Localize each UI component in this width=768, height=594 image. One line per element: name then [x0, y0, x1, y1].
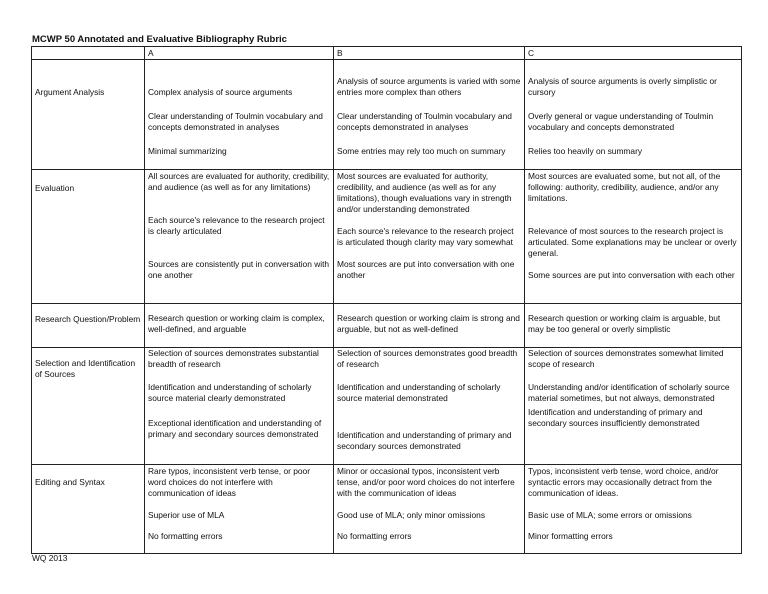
- criterion-text: Clear understanding of Toulmin vocabulary and concepts demonstrated in analyses: [148, 111, 323, 132]
- criterion-text: Selection of sources demonstrates somewhat limited scope of research: [528, 348, 724, 369]
- cell-c: [525, 60, 742, 170]
- criterion-text: Sources are consistently put in conversation with one another: [148, 259, 330, 280]
- criterion-text: Each source's relevance to the research project is articulated though clarity may vary somewhat: [337, 226, 514, 247]
- document-title: MCWP 50 Annotated and Evaluative Bibliography Rubric: [32, 34, 287, 45]
- cell-c: [525, 348, 742, 465]
- criterion-text: Analysis of source arguments is overly simplistic or cursory: [528, 76, 717, 97]
- criterion-text: Research question or working claim is complex, well-defined, and arguable: [148, 313, 325, 334]
- column-header-c: C: [525, 47, 742, 60]
- criterion-text: Some entries may rely too much on summary: [337, 146, 506, 156]
- criterion-text: Minor or occasional typos, inconsistent verb tense, and/or poor word choices do not interfere with the communication of ideas: [337, 466, 515, 498]
- criterion-text: Relevance of most sources to the research project is articulated. Some explanations may be unclear or overly general.: [528, 226, 737, 258]
- criterion-text: Some sources are put into conversation with each other: [528, 270, 735, 280]
- rubric-table: [31, 46, 742, 554]
- header-empty-cell: [32, 47, 145, 60]
- criterion-text: Research question or working claim is strong and arguable, but not as well-defined: [337, 313, 520, 334]
- cell-c: [525, 170, 742, 304]
- criterion-text: Overly general or vague understanding of Toulmin vocabulary and concepts demonstrated: [528, 111, 714, 132]
- criterion-text: Identification and understanding of scholarly source material clearly demonstrated: [148, 382, 312, 403]
- criterion-text: All sources are evaluated for authority, credibility, and audience (as well as for any limitations): [148, 171, 330, 192]
- row-label-selection-identification: Selection and Identification of Sources: [32, 348, 145, 465]
- cell-b: [334, 170, 525, 304]
- cell-b: [334, 60, 525, 170]
- cell-a: [145, 465, 334, 554]
- row-label-research-question: Research Question/Problem: [32, 304, 145, 348]
- criterion-text: Minor formatting errors: [528, 531, 613, 541]
- criterion-text: Analysis of source arguments is varied with some entries more complex than others: [337, 76, 521, 97]
- criterion-text: Typos, inconsistent verb tense, word choice, and/or syntactic errors may occasionally detract from the communication of ideas.: [528, 466, 719, 498]
- criterion-text: Selection of sources demonstrates good breadth of research: [337, 348, 518, 369]
- cell-a: [145, 170, 334, 304]
- criterion-text: Each source's relevance to the research project is clearly articulated: [148, 215, 325, 236]
- criterion-text: No formatting errors: [148, 531, 223, 541]
- table-row: [32, 304, 742, 348]
- criterion-text: Relies too heavily on summary: [528, 146, 643, 156]
- criterion-text: Understanding and/or identification of scholarly source material sometimes, but not always, demonstrated: [528, 382, 730, 403]
- cell-a: [145, 304, 334, 348]
- criterion-text: Superior use of MLA: [148, 510, 225, 520]
- criterion-text: Most sources are evaluated for authority, credibility, and audience (as well as for any limitations), though evaluations vary in strength and/or understanding demonstrated: [337, 171, 512, 214]
- criterion-text: Minimal summarizing: [148, 146, 227, 156]
- header-row: [32, 47, 742, 60]
- criterion-text: Exceptional identification and understanding of primary and secondary sources demonstrated: [148, 418, 322, 439]
- row-label-argument-analysis: Argument Analysis: [32, 60, 145, 170]
- cell-a: [145, 348, 334, 465]
- criterion-text: Complex analysis of source arguments: [148, 87, 293, 97]
- criterion-text: Most sources are put into conversation with one another: [337, 259, 515, 280]
- criterion-text: Research question or working claim is arguable, but may be too general or overly simplistic: [528, 313, 721, 334]
- table-row: [32, 170, 742, 304]
- criterion-text: Good use of MLA; only minor omissions: [337, 510, 486, 520]
- cell-c: [525, 304, 742, 348]
- criterion-text: Identification and understanding of scholarly source material demonstrated: [337, 382, 501, 403]
- footer-term: WQ 2013: [32, 553, 68, 563]
- table-row: [32, 348, 742, 465]
- criterion-text: Basic use of MLA; some errors or omissions: [528, 510, 692, 520]
- row-label-editing-syntax: Editing and Syntax: [32, 465, 145, 554]
- cell-b: [334, 304, 525, 348]
- cell-c: [525, 465, 742, 554]
- criterion-text: Identification and understanding of primary and secondary sources demonstrated: [337, 430, 512, 451]
- criterion-text: Most sources are evaluated some, but not all, of the following: authority, credibility, audience, and/or any limitations.: [528, 171, 721, 203]
- row-label-evaluation: Evaluation: [32, 170, 145, 304]
- table-row: [32, 60, 742, 170]
- criterion-text: Selection of sources demonstrates substantial breadth of research: [148, 348, 319, 369]
- cell-b: [334, 348, 525, 465]
- criterion-text: Rare typos, inconsistent verb tense, or poor word choices do not interfere with communication of ideas: [148, 466, 310, 498]
- cell-a: [145, 60, 334, 170]
- criterion-text: Clear understanding of Toulmin vocabulary and concepts demonstrated in analyses: [337, 111, 512, 132]
- column-header-a: A: [145, 47, 334, 60]
- table-row: [32, 465, 742, 554]
- criterion-text: Identification and understanding of primary and secondary sources insufficiently demonstrated: [528, 407, 703, 428]
- column-header-b: B: [334, 47, 525, 60]
- cell-b: [334, 465, 525, 554]
- criterion-text: No formatting errors: [337, 531, 412, 541]
